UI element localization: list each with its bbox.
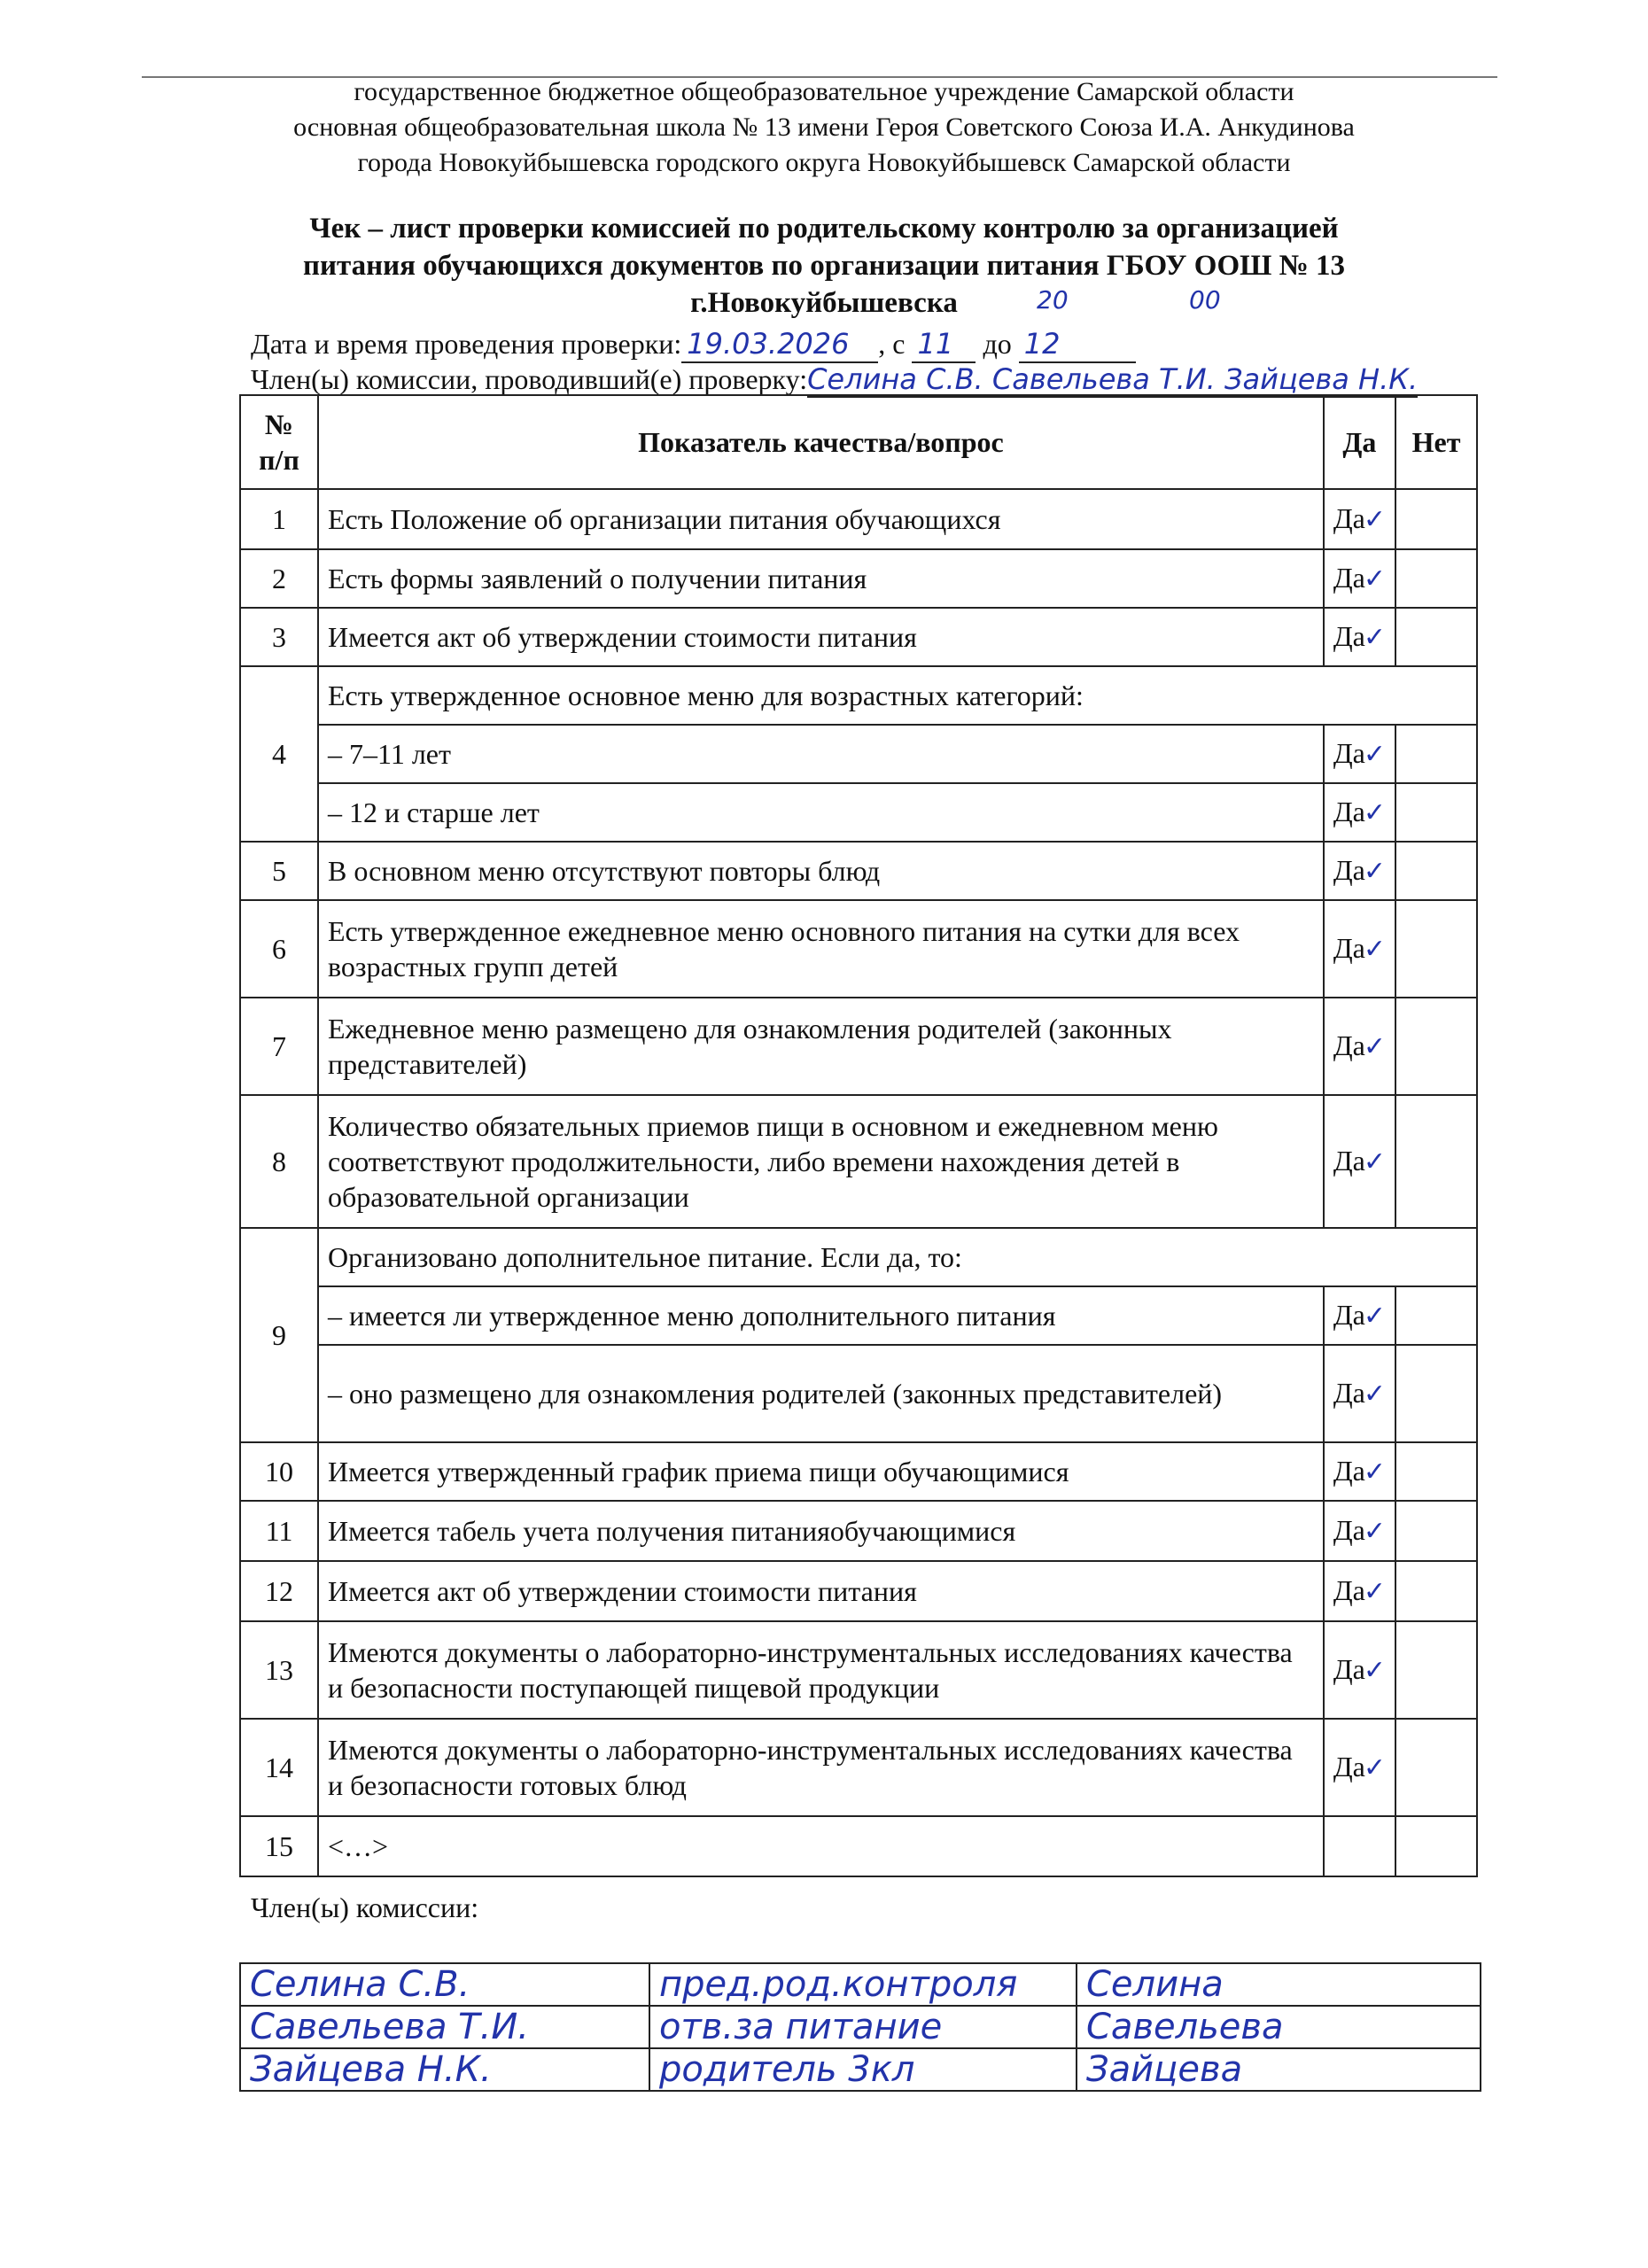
row-num: 2	[240, 549, 318, 608]
table-row	[240, 1621, 1477, 1719]
check-mark-icon: ✓	[1363, 1516, 1386, 1547]
row-num: 3	[240, 608, 318, 666]
row-question: Есть Положение об организации питания обучающихся	[318, 489, 1324, 549]
to-minutes: 00	[1189, 285, 1221, 315]
row-yes	[1324, 783, 1395, 842]
row-question: <…>	[318, 1816, 1324, 1876]
yes-text: Да	[1333, 620, 1365, 652]
check-mark-icon: ✓	[1363, 1752, 1386, 1783]
row-no	[1395, 1345, 1477, 1442]
row-no	[1395, 900, 1477, 998]
member-name: Савельева Т.И.	[240, 2006, 649, 2048]
header-line-1: государственное бюджетное общеобразовательное учреждение Самарской области	[354, 77, 1294, 106]
row-no	[1395, 608, 1477, 666]
check-mark-icon: ✓	[1363, 1655, 1386, 1686]
row-question: В основном меню отсутствуют повторы блюд	[318, 842, 1324, 900]
yes-text: Да	[1333, 1455, 1365, 1487]
yes-text: Да	[1333, 502, 1365, 534]
row-yes	[1324, 900, 1395, 998]
row-yes	[1324, 1501, 1395, 1561]
row-no	[1395, 1719, 1477, 1816]
row-num: 12	[240, 1561, 318, 1621]
from-minutes: 20	[1037, 285, 1069, 315]
header-num: № п/п	[240, 395, 318, 489]
table-row	[240, 608, 1477, 666]
table-row	[240, 1501, 1477, 1561]
checklist-table	[239, 394, 1478, 1877]
header-no: Нет	[1395, 395, 1477, 489]
row-num: 7	[240, 998, 318, 1095]
row-question: – 12 и старше лет	[318, 783, 1324, 842]
row-num: 9	[240, 1228, 318, 1442]
row-no	[1395, 998, 1477, 1095]
yes-text: Да	[1333, 1029, 1365, 1061]
row-question: Есть утвержденное основное меню для возрастных категорий:	[318, 666, 1477, 725]
header-yes: Да	[1324, 395, 1395, 489]
row-no	[1395, 1501, 1477, 1561]
member-signature: Селина	[1077, 1963, 1481, 2006]
yes-text: Да	[1333, 932, 1365, 964]
row-yes	[1324, 1719, 1395, 1816]
row-no	[1395, 1095, 1477, 1228]
table-row	[240, 998, 1477, 1095]
row-num: 8	[240, 1095, 318, 1228]
table-row	[240, 1561, 1477, 1621]
inspection-date-line	[251, 326, 1136, 363]
title-line-2: питания обучающихся документов по организации питания ГБОУ ООШ № 13	[302, 250, 1346, 282]
check-mark-icon: ✓	[1363, 1379, 1386, 1410]
header-question: Показатель качества/вопрос	[318, 395, 1324, 489]
check-mark-icon: ✓	[1363, 1456, 1386, 1487]
yes-text: Да	[1333, 1574, 1365, 1606]
row-question: – имеется ли утвержденное меню дополнительного питания	[318, 1286, 1324, 1345]
row-question: – 7–11 лет	[318, 725, 1324, 783]
check-mark-icon: ✓	[1363, 1031, 1386, 1062]
member-name: Селина С.В.	[240, 1963, 649, 2006]
row-yes	[1324, 489, 1395, 549]
table-row	[240, 1816, 1477, 1876]
commission-members-label: Член(ы) комиссии:	[251, 1891, 479, 1923]
row-question: Имеются документы о лабораторно-инструментальных исследованиях качества и безопасности готовых блюд	[318, 1719, 1324, 1816]
row-question: Есть утвержденное ежедневное меню основного питания на сутки для всех возрастных групп детей	[318, 900, 1324, 998]
row-question: Организовано дополнительное питание. Если да, то:	[318, 1228, 1477, 1286]
row-question: Имеется акт об утверждении стоимости питания	[318, 608, 1324, 666]
from-hour: 11	[912, 326, 976, 363]
row-yes	[1324, 608, 1395, 666]
row-question: Есть формы заявлений о получении питания	[318, 549, 1324, 608]
row-yes	[1324, 1286, 1395, 1345]
signature-row	[240, 2006, 1481, 2048]
inspectors-label: Член(ы) комиссии, проводивший(е) проверку:	[251, 363, 808, 395]
signature-row	[240, 1963, 1481, 2006]
row-no	[1395, 489, 1477, 549]
table-row	[240, 1345, 1477, 1442]
header-line-3: города Новокуйбышевска городского округа Новокуйбышевск Самарской области	[357, 148, 1291, 177]
yes-text: Да	[1333, 562, 1365, 594]
row-yes	[1324, 549, 1395, 608]
check-mark-icon: ✓	[1363, 1301, 1386, 1332]
table-row	[240, 1442, 1477, 1501]
row-question: Имеются документы о лабораторно-инструментальных исследованиях качества и безопасности поступающей пищевой продукции	[318, 1621, 1324, 1719]
header-line-2: основная общеобразовательная школа № 13 имени Героя Советского Союза И.А. Анкудинова	[293, 113, 1355, 142]
member-role: отв.за питание	[649, 2006, 1077, 2048]
row-question: – оно размещено для ознакомления родителей (законных представителей)	[318, 1345, 1324, 1442]
school-header	[0, 74, 1648, 181]
row-no	[1395, 1561, 1477, 1621]
row-yes	[1324, 1442, 1395, 1501]
row-yes	[1324, 725, 1395, 783]
row-question: Имеется утвержденный график приема пищи обучающимися	[318, 1442, 1324, 1501]
member-name: Зайцева Н.К.	[240, 2048, 649, 2091]
row-question: Имеется табель учета получения питанияобучающимися	[318, 1501, 1324, 1561]
row-question: Имеется акт об утверждении стоимости питания	[318, 1561, 1324, 1621]
member-role: пред.род.контроля	[649, 1963, 1077, 2006]
row-question: Ежедневное меню размещено для ознакомления родителей (законных представителей)	[318, 998, 1324, 1095]
row-no	[1395, 842, 1477, 900]
row-no	[1395, 549, 1477, 608]
check-mark-icon: ✓	[1363, 504, 1386, 535]
inspectors-line	[251, 361, 1418, 397]
check-mark-icon: ✓	[1363, 797, 1386, 828]
row-yes	[1324, 1621, 1395, 1719]
yes-text: Да	[1333, 1377, 1365, 1409]
row-no	[1395, 783, 1477, 842]
title-line-3: г.Новокуйбышевска	[690, 287, 958, 319]
yes-text: Да	[1333, 854, 1365, 886]
row-num: 1	[240, 489, 318, 549]
row-no	[1395, 725, 1477, 783]
table-row	[240, 783, 1477, 842]
row-question: Количество обязательных приемов пищи в основном и ежедневном меню соответствуют продолжительности, либо времени нахождения детей в образовательной организации	[318, 1095, 1324, 1228]
row-no	[1395, 1621, 1477, 1719]
row-yes	[1324, 1095, 1395, 1228]
check-mark-icon: ✓	[1363, 1576, 1386, 1607]
row-yes	[1324, 1345, 1395, 1442]
row-yes	[1324, 1561, 1395, 1621]
table-row	[240, 1228, 1477, 1286]
row-num: 4	[240, 666, 318, 842]
row-num: 13	[240, 1621, 318, 1719]
member-signature: Зайцева	[1077, 2048, 1481, 2091]
yes-text: Да	[1333, 796, 1365, 827]
yes-text: Да	[1333, 1751, 1365, 1783]
check-mark-icon: ✓	[1363, 563, 1386, 594]
date-label: Дата и время проведения проверки:	[251, 328, 682, 360]
member-role: родитель 3кл	[649, 2048, 1077, 2091]
check-mark-icon: ✓	[1363, 739, 1386, 770]
to-hour: 12	[1019, 326, 1136, 363]
row-num: 5	[240, 842, 318, 900]
table-row	[240, 1095, 1477, 1228]
table-header-row	[240, 395, 1477, 489]
row-yes	[1324, 998, 1395, 1095]
row-num: 10	[240, 1442, 318, 1501]
yes-text: Да	[1333, 1299, 1365, 1331]
table-row	[240, 1286, 1477, 1345]
row-no	[1395, 1442, 1477, 1501]
table-row	[240, 1719, 1477, 1816]
row-num: 14	[240, 1719, 318, 1816]
table-row	[240, 666, 1477, 725]
yes-text: Да	[1333, 1653, 1365, 1685]
inspectors-value: Селина С.В. Савельева Т.И. Зайцева Н.К.	[807, 362, 1419, 396]
yes-text: Да	[1333, 737, 1365, 769]
document-title	[0, 210, 1648, 322]
yes-text: Да	[1333, 1145, 1365, 1177]
table-row	[240, 725, 1477, 783]
table-row	[240, 549, 1477, 608]
from-label: , с	[878, 328, 906, 360]
check-mark-icon: ✓	[1363, 934, 1386, 965]
yes-text: Да	[1333, 1514, 1365, 1546]
row-num: 6	[240, 900, 318, 998]
row-yes	[1324, 1816, 1395, 1876]
signature-table	[239, 1962, 1481, 2092]
check-mark-icon: ✓	[1363, 856, 1386, 887]
check-mark-icon: ✓	[1363, 622, 1386, 653]
row-no	[1395, 1816, 1477, 1876]
to-label: до	[983, 328, 1012, 360]
row-yes	[1324, 842, 1395, 900]
table-row	[240, 900, 1477, 998]
signature-row	[240, 2048, 1481, 2091]
title-line-1: Чек – лист проверки комиссией по родительскому контролю за организацией	[309, 213, 1339, 245]
table-row	[240, 842, 1477, 900]
table-row	[240, 489, 1477, 549]
row-num: 15	[240, 1816, 318, 1876]
member-signature: Савельева	[1077, 2006, 1481, 2048]
row-num: 11	[240, 1501, 318, 1561]
date-value: 19.03.2026	[681, 326, 878, 363]
check-mark-icon: ✓	[1363, 1146, 1386, 1177]
row-no	[1395, 1286, 1477, 1345]
